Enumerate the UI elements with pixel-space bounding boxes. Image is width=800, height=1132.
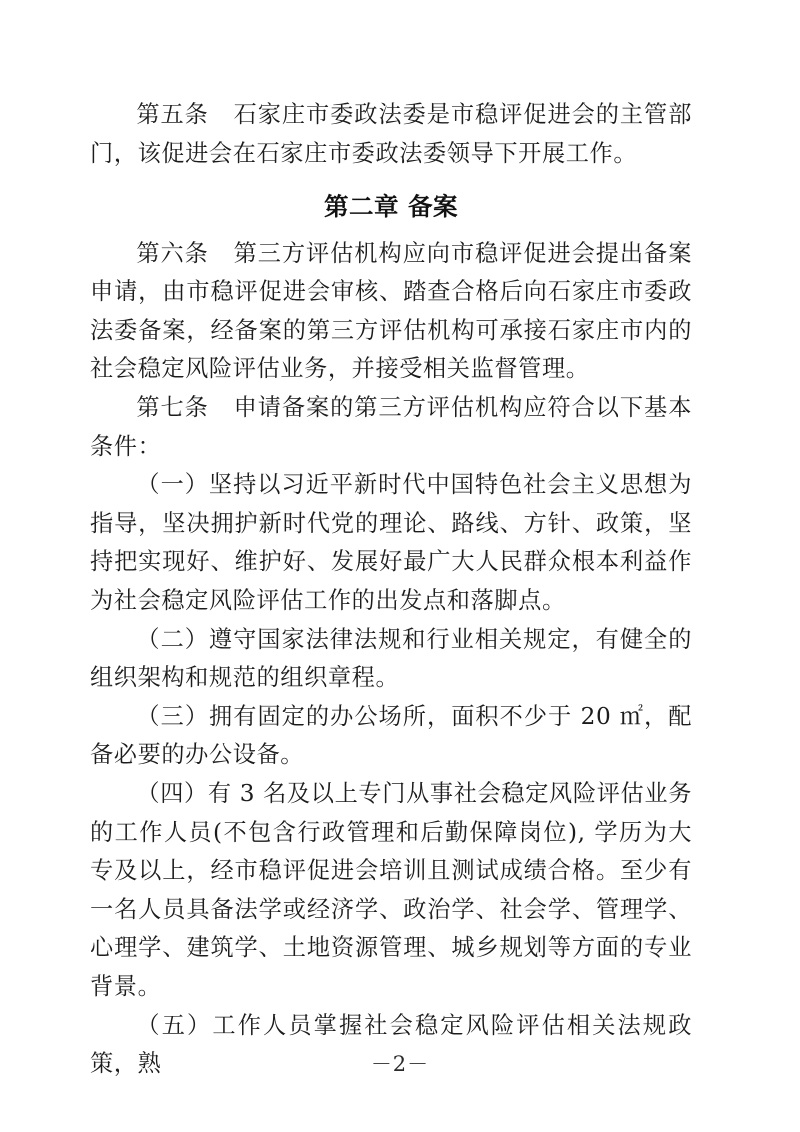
article-5-label: 第五条 bbox=[136, 101, 209, 128]
item-1-paragraph: （一）坚持以习近平新时代中国特色社会主义思想为指导，坚决拥护新时代党的理论、路线、方针、政策，坚持把实现好、维护好、发展好最广大人民群众根本利益作为社会稳定风险评估工作的出发点和落脚点。 bbox=[90, 471, 692, 615]
item-5-paragraph: （五）工作人员掌握社会稳定风险评估相关法规政策，熟 bbox=[90, 1011, 692, 1078]
item-4-paragraph: （四）有 3 名及以上专门从事社会稳定风险评估业务的工作人员(不包含行政管理和后勤保障岗位), 学历为大专及以上，经市稳评促进会培训且测试成绩合格。至少有一名人员具备法学或经济学、政治学、社会学、管理学、心理学、建筑学、土地资源管理、城乡规划等方面的专业背景。 bbox=[90, 780, 692, 1000]
article-7-label: 第七条 bbox=[136, 394, 209, 422]
page-number: －2－ bbox=[370, 1052, 430, 1076]
article-7-text: 申请备案的第三方评估机构应符合以下基本条件： bbox=[90, 394, 692, 460]
document-text-column bbox=[90, 96, 692, 1084]
article-5-paragraph bbox=[90, 96, 692, 173]
article-6-label: 第六条 bbox=[136, 239, 209, 267]
article-7-paragraph bbox=[90, 389, 692, 466]
item-3-paragraph: （三）拥有固定的办公场所，面积不少于 20 ㎡，配备必要的办公设备。 bbox=[90, 702, 692, 769]
article-5-text: 石家庄市委政法委是市稳评促进会的主管部门，该促进会在石家庄市委政法委领导下开展工作。 bbox=[90, 101, 692, 167]
chapter-2-heading: 第二章 备案 bbox=[323, 192, 459, 222]
article-6-paragraph bbox=[90, 235, 692, 389]
article-6-text: 第三方评估机构应向市稳评促进会提出备案申请，由市稳评促进会审核、踏查合格后向石家庄市委政法委备案，经备案的第三方评估机构可承接石家庄市内的社会稳定风险评估业务，并接受相关监督管理。 bbox=[90, 239, 692, 383]
item-2-paragraph: （二）遵守国家法律法规和行业相关规定，有健全的组织架构和规范的组织章程。 bbox=[90, 625, 692, 692]
